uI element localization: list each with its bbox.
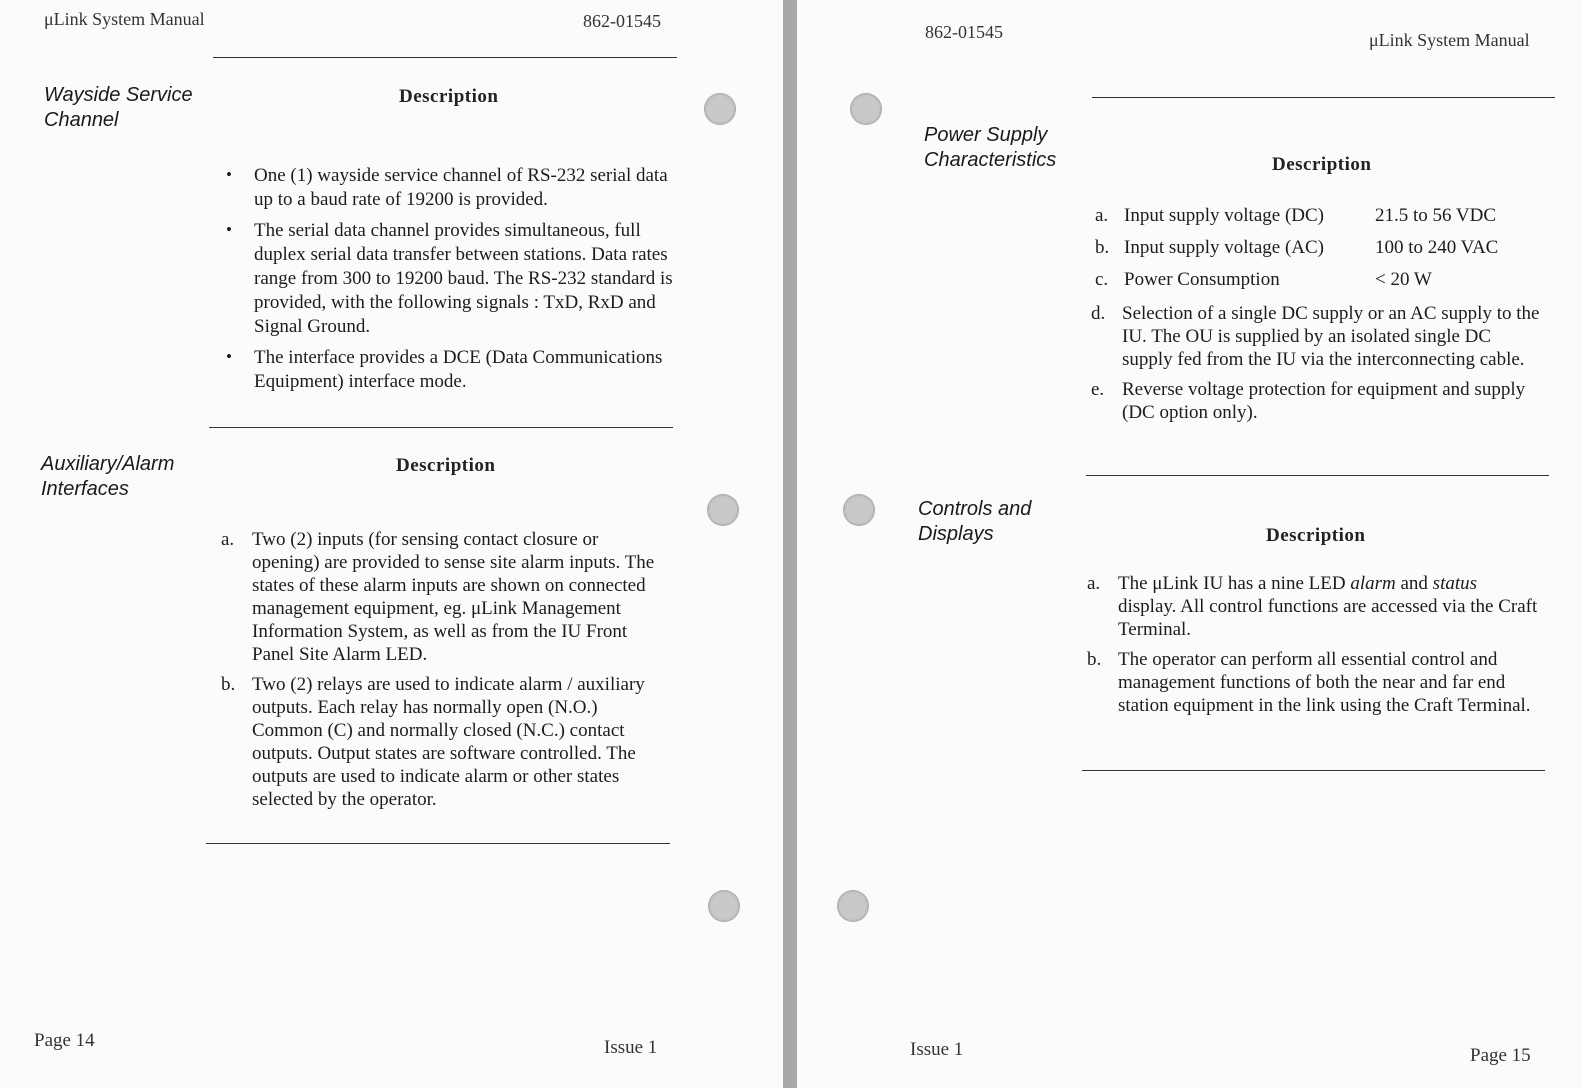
item-marker: b. <box>221 674 236 695</box>
spec-value: 100 to 240 VAC <box>1375 237 1499 258</box>
header-manual-title: μLink System Manual <box>1369 30 1530 50</box>
bullet-marker: • <box>226 347 232 366</box>
auxiliary-lettered-list <box>221 528 666 818</box>
punch-hole <box>707 494 739 526</box>
spec-row <box>1095 236 1555 268</box>
list-item: • One (1) wayside service channel of RS-232 serial data up to a baud rate of 19200 is provided. <box>226 165 668 210</box>
right-page <box>797 0 1582 1088</box>
list-item: e. Reverse voltage protection for equipment and supply (DC option only). <box>1091 379 1526 423</box>
list-item: • The serial data channel provides simultaneous, full duplex serial data transfer between stations. Data rates range from 300 to 19200 baud. The RS-232 standard is provided, with the following signals : TxD, RxD and Signal Ground. <box>226 220 673 337</box>
left-page <box>0 0 783 1088</box>
spec-value: 21.5 to 56 VDC <box>1375 205 1497 226</box>
list-item: b. Two (2) relays are used to indicate alarm / auxiliary outputs. Each relay has normally open (N.O.) Common (C) and normally closed (N.C.) contact outputs. Output states are software controlled. The outputs are used to indicate alarm or other states selected by the operator. <box>221 674 645 810</box>
header-document-number: 862-01545 <box>925 22 1003 42</box>
power-spec-table <box>1095 204 1555 300</box>
section-heading-controls: Controls and Displays <box>918 498 1032 545</box>
wayside-bullet-list <box>226 164 674 401</box>
description-label: Description <box>1266 525 1366 546</box>
controls-lettered-list <box>1087 572 1538 724</box>
section-rule <box>1082 770 1545 771</box>
header-document-number: 862-01545 <box>583 11 661 31</box>
item-marker: a. <box>221 529 235 550</box>
spec-row <box>1095 204 1555 236</box>
item-marker: d. <box>1091 303 1106 324</box>
description-label: Description <box>399 86 499 107</box>
list-item: b. The operator can perform all essential control and management functions of both the near and far end station equipment in the link using the Craft Terminal. <box>1087 649 1531 716</box>
list-item: d. Selection of a single DC supply or an AC supply to the IU. The OU is supplied by an isolated single DC supply fed from the IU via the interconnecting cable. <box>1091 303 1540 370</box>
section-heading-auxiliary: Auxiliary/Alarm Interfaces <box>41 453 175 500</box>
header-rule <box>213 57 677 58</box>
section-heading-power-supply: Power Supply Characteristics <box>924 124 1057 171</box>
footer-issue: Issue 1 <box>910 1039 964 1060</box>
item-marker: a. <box>1087 573 1101 594</box>
description-label: Description <box>396 455 496 476</box>
item-marker: b. <box>1095 237 1110 258</box>
header-rule <box>1092 97 1555 98</box>
header-manual-title: μLink System Manual <box>44 9 205 29</box>
footer-issue: Issue 1 <box>604 1037 658 1058</box>
spec-label: Power Consumption <box>1124 269 1280 290</box>
punch-hole <box>837 890 869 922</box>
punch-hole <box>704 93 736 125</box>
list-item: • The interface provides a DCE (Data Communications Equipment) interface mode. <box>226 347 663 392</box>
footer-page-number: Page 14 <box>34 1030 95 1051</box>
punch-hole <box>843 494 875 526</box>
spec-label: Input supply voltage (AC) <box>1124 237 1325 258</box>
emphasis-alarm: alarm <box>1350 573 1396 594</box>
power-lettered-list <box>1091 302 1542 431</box>
item-marker: e. <box>1091 379 1105 400</box>
section-rule <box>1086 475 1549 476</box>
bullet-marker: • <box>226 220 232 239</box>
emphasis-status: status <box>1432 573 1478 594</box>
spec-value: < 20 W <box>1375 269 1432 290</box>
item-marker: a. <box>1095 205 1109 226</box>
section-rule <box>206 843 670 844</box>
description-label: Description <box>1272 154 1372 175</box>
section-rule <box>209 427 673 428</box>
item-marker: c. <box>1095 269 1109 290</box>
item-marker: b. <box>1087 649 1102 670</box>
spec-label: Input supply voltage (DC) <box>1124 205 1325 226</box>
list-item: a. Two (2) inputs (for sensing contact closure or opening) are provided to sense site alarm inputs. The states of these alarm inputs are shown on connected management equipment, eg. μLink Management Information System, as well as from the IU Front Panel Site Alarm LED. <box>221 529 655 665</box>
spec-row <box>1095 268 1555 300</box>
list-item: a. The μLink IU has a nine LED alarm and status display. All control functions are accessed via the Craft Terminal. <box>1087 573 1538 640</box>
bullet-marker: • <box>226 165 232 184</box>
binding-gutter <box>783 0 797 1088</box>
footer-page-number: Page 15 <box>1470 1045 1531 1066</box>
section-heading-wayside: Wayside Service Channel <box>44 84 193 131</box>
punch-hole <box>708 890 740 922</box>
punch-hole <box>850 93 882 125</box>
